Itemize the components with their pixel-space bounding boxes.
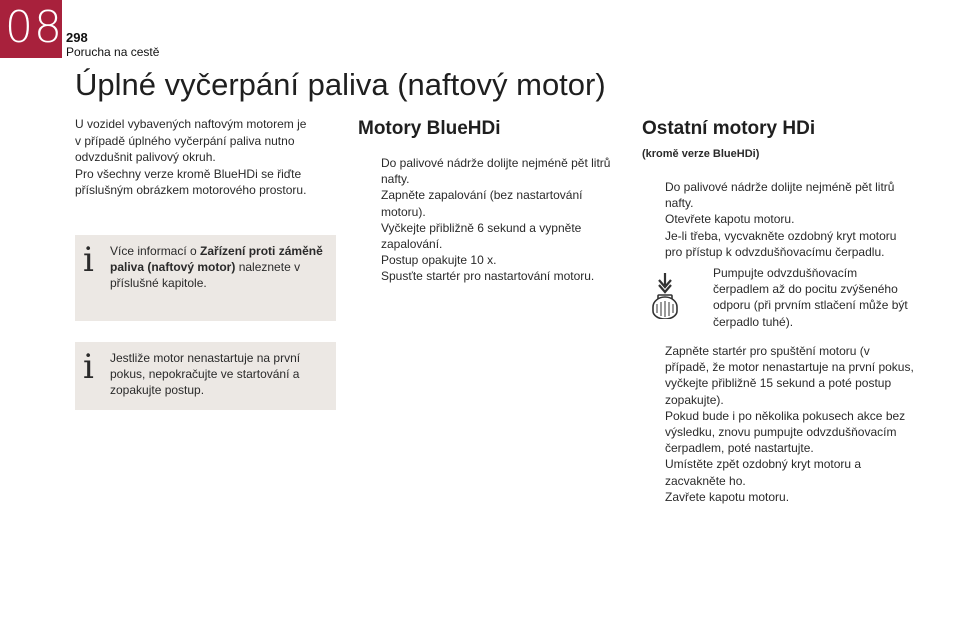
list-item: Do palivové nádrže dolijte nejméně pět litrů nafty. (381, 156, 611, 187)
list-item: Spusťte startér pro nastartování motoru. (381, 269, 595, 284)
other-hdi-steps-before (642, 179, 914, 260)
page-title: Úplné vyčerpání paliva (naftový motor) (75, 67, 606, 102)
intro-line: U vozidel vybavených naftovým motorem je (75, 117, 307, 131)
section-note: (kromě verze BlueHDi) (642, 148, 760, 160)
other-hdi-steps-after (642, 343, 914, 505)
section-name: Porucha na cestě (66, 45, 160, 59)
info-box-text: Jestliže motor nenastartuje na první pokus, nepokračujte ve startování a zopakujte postup. (110, 351, 301, 397)
section-title: Ostatní motory HDi (642, 118, 816, 139)
list-item: Vyčkejte přibližně 6 sekund a vypněte zapalování. (381, 220, 582, 252)
other-hdi-section (642, 117, 914, 505)
list-item: Do palivové nádrže dolijte nejméně pět litrů nafty. (665, 180, 895, 211)
info-box-text: Více informací o Zařízení proti záměně paliva (naftový motor) naleznete v příslušné kapitole. (110, 244, 323, 290)
bluehdi-steps (358, 155, 628, 285)
list-item: Umístěte zpět ozdobný kryt motoru a zacvakněte ho. (665, 457, 862, 488)
list-item: Otevřete kapotu motoru. (665, 212, 795, 227)
list-item: Postup opakujte 10 x. (381, 253, 497, 268)
intro-text (75, 116, 337, 199)
chapter-tab (0, 0, 62, 58)
hand-pump-icon (650, 271, 680, 319)
intro-line: odvzdušnit palivový okruh. (75, 150, 216, 165)
intro-line: Pro všechny verze kromě BlueHDi se řiďte (75, 166, 302, 181)
info-box-link-text: Zařízení proti záměně paliva (naftový motor) (110, 244, 323, 274)
intro-line: v případě úplného vyčerpání paliva nutno (75, 133, 295, 148)
info-icon: i (83, 240, 94, 280)
info-box-restart (75, 342, 336, 410)
list-item: Pokud bude i po několika pokusech akce bez výsledku, znovu pumpujte odvzdušňovacím čerpadlem, poté nastartujte. (665, 408, 906, 456)
info-box-fuel-misfuel (75, 235, 336, 321)
chapter-number: 08 (5, 2, 63, 53)
list-item: Zavřete kapotu motoru. (665, 489, 790, 504)
info-icon: i (83, 347, 94, 387)
list-item: Pumpujte odvzdušňovacím čerpadlem až do pocitu zvýšeného odporu (při prvním stlačení může být čerpadlo tuhé). (713, 266, 908, 329)
section-title: Motory BlueHDi (358, 118, 501, 139)
list-item: Zapněte startér pro spuštění motoru (v případě, že motor nenastartuje na první pokus, vyčkejte přibližně 15 sekund a poté postup zopakujte). (665, 344, 914, 407)
list-item: Zapněte zapalování (bez nastartování motoru). (381, 188, 583, 219)
page-number: 298 (66, 30, 88, 45)
intro-line: příslušným obrázkem motorového prostoru. (75, 183, 307, 198)
pump-step (642, 265, 914, 335)
list-item: Je-li třeba, vycvakněte ozdobný kryt motoru pro přístup k odvzdušňovacímu čerpadlu. (665, 228, 897, 259)
bluehdi-section (358, 117, 628, 285)
